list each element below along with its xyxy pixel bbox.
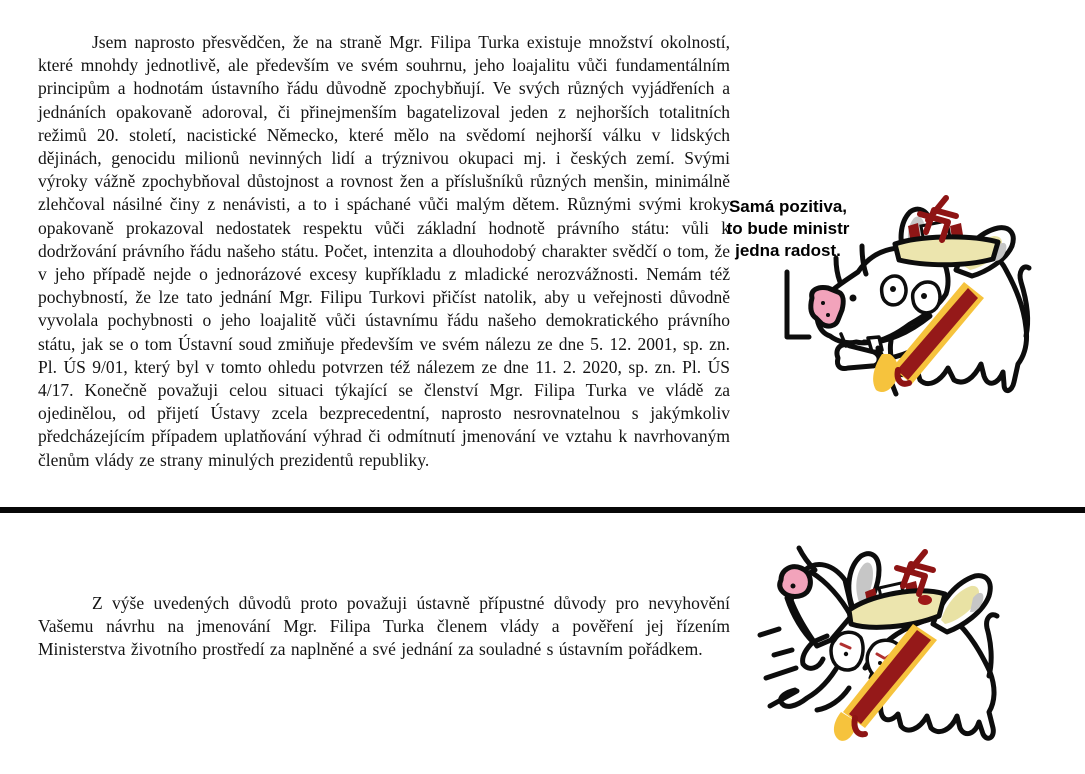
cartoon2-patch-left-eye: [844, 652, 848, 656]
cartoon2-snout: [780, 567, 811, 597]
cartoon1-eye-patch-right-dot: [921, 293, 927, 299]
cartoon1-crown-band: [895, 237, 998, 265]
motion-dashes: [760, 629, 797, 706]
speech-line-3: jedna radost.: [735, 241, 841, 260]
cartoon2-nostril: [791, 584, 796, 589]
dog-howling-cartoon-icon: [753, 536, 1005, 774]
cartoon1-eye-patch-left-dot: [890, 286, 896, 292]
cartoon1-nostril-2: [826, 313, 830, 317]
speech-line-2: to bude ministr: [726, 219, 850, 238]
section-divider: [0, 507, 1085, 513]
cartoon1-eye: [850, 295, 857, 302]
paragraph-1: Jsem naprosto přesvědčen, že na straně Mgr. Filipa Turka existuje množství okolností, které mnohdy jednotlivě, ale především ve svém souhrnu, jeho loajalitu vůči fundamentálním principům a hodnotám ústavního řádu důvodně zpochybňují. Ve svých různých vyjádřeních a jednáních opakovaně adoroval, či přinejmenším bagatelizoval jeden z nejhorších totalitních režimů 20. století, nacistické Německo, které mělo na svědomí nejhorší válku v lidských dějinách, genocidu milionů nevinných lidí a trýznivou okupaci mj. i českých zemí. Svými výroky vážně zpochybňoval důstojnost a rovnost žen a příslušníků různých menšin, minimálně zlehčoval násilné činy z nenávisti, a to i spáchané vůči malým dětem. Různými svými kroky opakovaně prokazoval nedostatek respektu vůči základní hodnotě právního státu: vůli k dodržování právního řádu našeho státu. Počet, intenzita a dlouhodobý charakter svědčí o tom, že v jeho případě nejde o jednorázové excesy kupříkladu z mladické nerozvážnosti. Nemám též pochybností, že lze tato jednání Mgr. Filipu Turkovi přičíst natolik, aby u veřejnosti důvodně vyvolala pochybnosti o jeho loajalitě vůči ústavnímu řádu našeho demokratického právního státu, jak se o tom Ústavní soud zmiňuje především ve svém nálezu ze dne 5. 12. 2001, sp. zn. Pl. ÚS 9/01, který byl v tomto ohledu potvrzen též nálezem ze dne 11. 2. 2020, sp. zn. Pl. ÚS 4/17. Konečně považuji celou situaci týkající se členství Mgr. Filipa Turka ve vládě za ojedinělou, od přijetí Ústavy zcela bezprecedentní, naprosto nesrovnatelnou s jakýmkoliv předcházejícím případem uplatňování výhrad či odmítnutí jmenování ve vztahu k navrhovaným členům vlády ze strany minulých prezidentů republiky.: [38, 32, 730, 470]
dog-crown-cartoon-icon: [778, 186, 1042, 452]
cartoon1-snout: [811, 287, 843, 326]
speech-pointer-line: [787, 272, 809, 337]
paragraph-2: Z výše uvedených důvodů proto považuji ústavně přípustné důvody pro nevyhovění Vašemu návrhu na jmenování Mgr. Filipa Turka členem vlády a pověření jej řízením Ministerstva životního prostředí za naplněné a své jednání za souladné s ústavním pořádkem.: [38, 593, 730, 660]
cartoon1-nostril-1: [821, 301, 825, 305]
speech-line-1: Samá pozitiva,: [728, 197, 848, 216]
cartoon2-patch-left: [831, 632, 863, 670]
